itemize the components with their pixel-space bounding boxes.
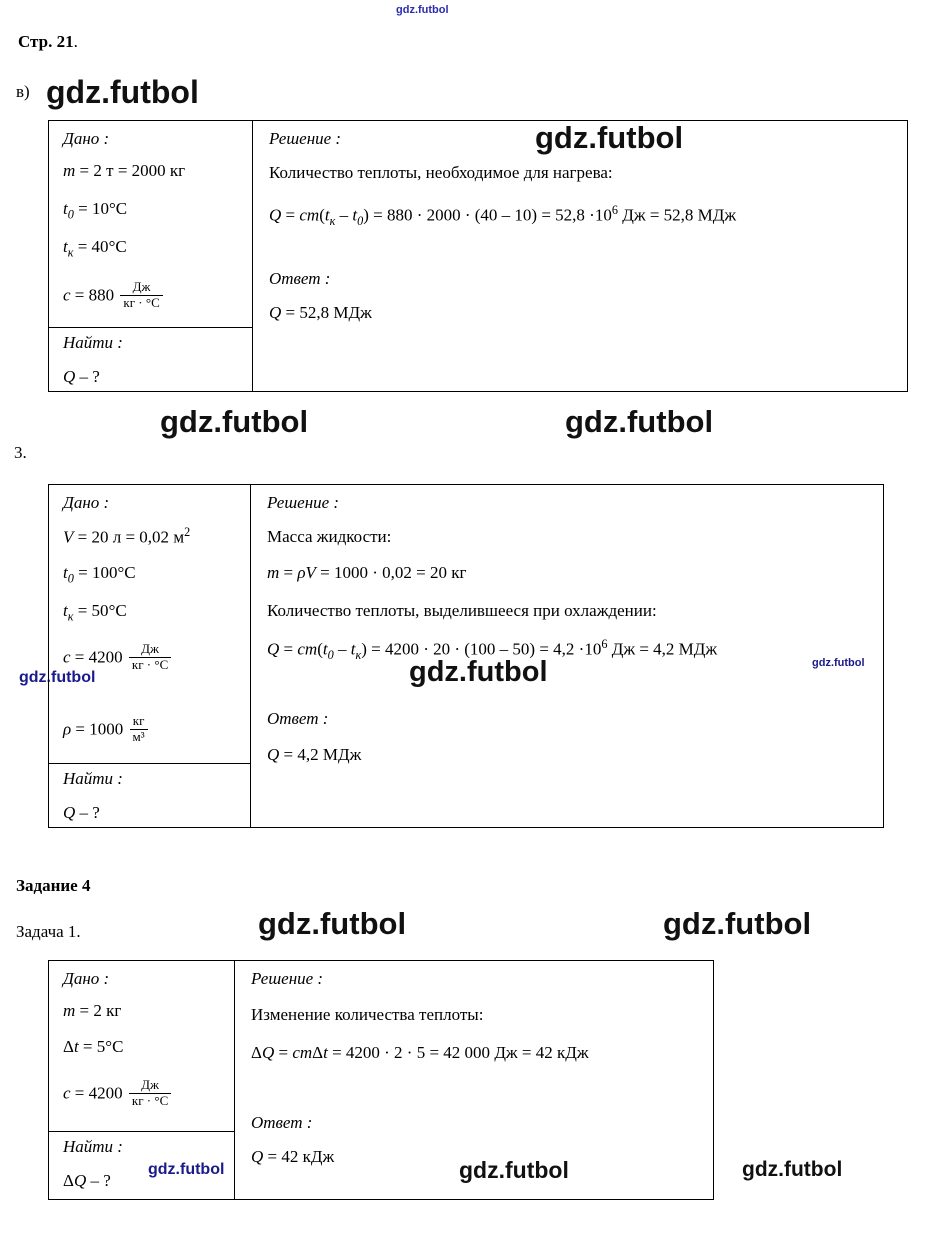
solution-column-3 [251, 485, 883, 827]
given-c-3: c = 4200 $\frac{Дж}{кг \cdot ^\circ С}$ [63, 643, 173, 674]
solution-column-v [253, 121, 907, 391]
solution-table-3 [48, 484, 884, 828]
unit-num-c-3: Дж [141, 641, 159, 656]
unit-den-rho-3 [130, 729, 148, 745]
solution-table-4 [48, 960, 714, 1200]
page-number-dot: . [73, 32, 78, 51]
given-column-4 [49, 961, 235, 1199]
unit-fraction-c-3 [129, 642, 171, 673]
find-value-3: Q – ? [63, 803, 100, 822]
given-mass-4: m = 2 кг [63, 1001, 122, 1020]
page-number-label: Стр. 21 [18, 32, 74, 51]
solution-formula2-3: $Q = cm(t_0 - t_к) = 4200 \cdot 20 \cdot (100 - 50) = 4,2 \cdot 10^6$ Дж = 4,2 МДж [267, 637, 718, 663]
solution-text2-3: Количество теплоты, выделившееся при охлаждении: [267, 601, 657, 620]
given-t0-v: $t_0 = 10^\circ С$ [63, 199, 128, 222]
watermark-9: gdz.futbol [663, 906, 812, 941]
page-title [18, 32, 78, 52]
given-find-divider-4 [49, 1131, 234, 1132]
solution-column-4 [235, 961, 713, 1199]
problem-number-3: 3. [14, 443, 27, 462]
solution-formula-v: $Q = cm(t_к - t_0) = 880 \cdot 2000 \cdot (40 - 10) = 52,8 \cdot 10^6$ Дж = 52,8 МДж [269, 203, 737, 229]
solution-table-v [48, 120, 908, 392]
answer-value-v: Q = 52,8 МДж [269, 303, 372, 322]
watermark-12: gdz.futbol [742, 1158, 843, 1181]
given-column-3 [49, 485, 251, 827]
solution-label-3: Решение : [267, 493, 340, 512]
find-label-v: Найти : [63, 333, 123, 352]
given-dt-4: Δt = 5°С [63, 1037, 124, 1056]
find-value-4: ΔQ – ? [63, 1171, 111, 1190]
find-label-3: Найти : [63, 769, 123, 788]
solution-text-v: Количество теплоты, необходимое для нагрева: [269, 163, 613, 182]
unit-fraction-c-4 [129, 1078, 171, 1109]
answer-value-4: Q = 42 кДж [251, 1147, 335, 1166]
watermark-10: gdz.futbol [148, 1161, 225, 1178]
given-column-v [49, 121, 253, 391]
unit-den-rho-text: м³ [132, 728, 145, 744]
watermark-6: gdz.futbol [409, 656, 548, 688]
solution-text1-3: Масса жидкости: [267, 527, 392, 546]
given-label-4: Дано : [63, 969, 110, 988]
solution-text-4: Изменение количества теплоты: [251, 1005, 484, 1024]
given-rho-3: ρ = 1000 $\frac{кг}{\text{м³}}$ [63, 715, 150, 746]
given-tk-v: $t_к = 40^\circ С$ [63, 237, 127, 260]
watermark-2: gdz.futbol [535, 120, 684, 155]
given-label-v: Дано : [63, 129, 110, 148]
problem-letter-v: в) [16, 82, 30, 101]
unit-den-c-v: кг · °С [120, 295, 162, 311]
unit-num-c-v: Дж [132, 279, 151, 294]
answer-label-4: Ответ : [251, 1113, 313, 1132]
solution-formula-4: ΔQ = cmΔt = 4200 · 2 · 5 = 42 000 Дж = 42 кДж [251, 1043, 589, 1062]
watermark-top: gdz.futbol [396, 4, 449, 16]
unit-den-c-3: кг · °С [129, 657, 171, 673]
answer-label-v: Ответ : [269, 269, 331, 288]
solution-label-v: Решение : [269, 129, 342, 148]
watermark-5: gdz.futbol [19, 669, 96, 686]
given-c-v: c = 880 $\frac{Дж}{кг \cdot ^\circ С}$ [63, 281, 165, 312]
unit-num-c-4: Дж [141, 1077, 159, 1092]
given-t0-3: $t_0 = 100^\circ С$ [63, 563, 136, 586]
solution-formula1-3: m = ρV = 1000 · 0,02 = 20 кг [267, 563, 467, 582]
find-value-v: Q – ? [63, 367, 100, 386]
given-volume-3: V = 20 л = 0,02 $м^2$ [63, 525, 191, 547]
given-c-4: c = 4200 $\frac{Дж}{кг \cdot ^\circ С}$ [63, 1079, 173, 1110]
unit-fraction-c-v [120, 280, 162, 311]
unit-num-rho-3: кг [132, 713, 145, 728]
watermark-1: gdz.futbol [46, 74, 199, 110]
answer-label-3: Ответ : [267, 709, 329, 728]
given-mass-v: m = 2 т = 2000 кг [63, 161, 186, 180]
task-heading: Задание 4 [16, 876, 91, 895]
solution-label-4: Решение : [251, 969, 324, 988]
unit-den-c-4: кг · °С [129, 1093, 171, 1109]
watermark-8: gdz.futbol [258, 906, 407, 941]
answer-value-3: Q = 4,2 МДж [267, 745, 362, 764]
given-tk-3: $t_к = 50^\circ С$ [63, 601, 127, 624]
watermark-4: gdz.futbol [565, 404, 714, 439]
unit-fraction-rho-3 [130, 714, 148, 745]
given-label-3: Дано : [63, 493, 110, 512]
watermark-3: gdz.futbol [160, 404, 309, 439]
watermark-11: gdz.futbol [459, 1157, 569, 1183]
task-subheading: Задача 1. [16, 922, 81, 941]
given-find-divider-v [49, 327, 252, 328]
find-label-4: Найти : [63, 1137, 123, 1156]
given-find-divider-3 [49, 763, 250, 764]
watermark-7: gdz.futbol [812, 657, 865, 669]
